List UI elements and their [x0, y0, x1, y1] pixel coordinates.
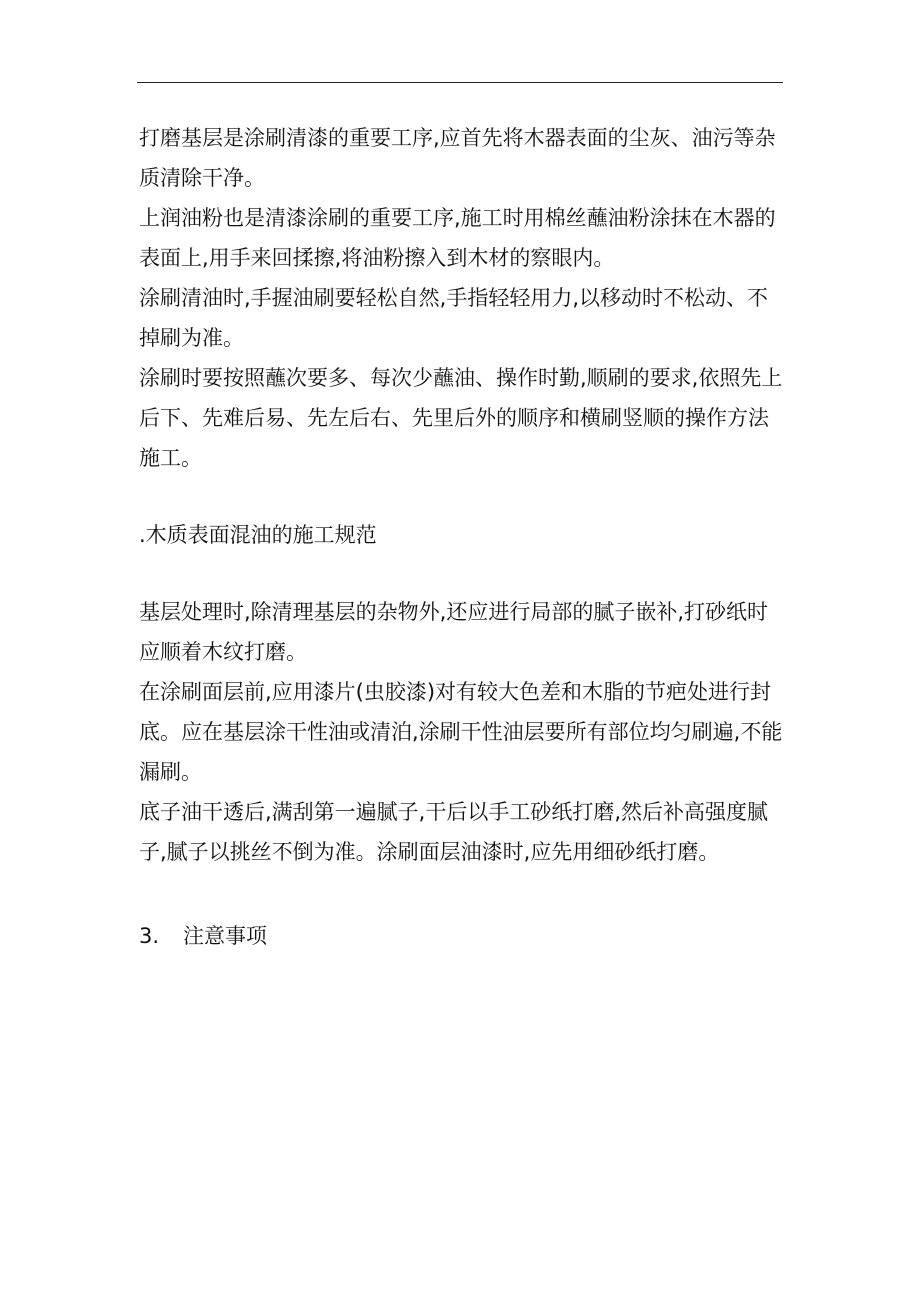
- section-3-heading: [139, 916, 789, 956]
- section-3-title: 注意事项: [183, 924, 267, 948]
- paragraph-sealing: 在涂刷面层前,应用漆片(虫胶漆)对有较大色差和木脂的节疤处进行封底。应在基层涂干性油或清泊,涂刷干性油层要所有部位均匀刷遍,不能漏刷。: [139, 680, 783, 784]
- section-heading: .木质表面混油的施工规范: [139, 523, 377, 547]
- section-3-number: 3.: [139, 924, 160, 948]
- header-rule: [137, 82, 783, 83]
- paragraph-clear-oil: 涂刷清油时,手握油刷要轻松自然,手指轻轻用力,以移动时不松动、不掉刷为准。: [139, 286, 769, 350]
- paragraph-base-treatment: 基层处理时,除清理基层的杂物外,还应进行局部的腻子嵌补,打砂纸时应顺着木纹打磨。: [139, 600, 769, 664]
- paragraph-putty: 底子油干透后,满刮第一遍腻子,干后以手工砂纸打磨,然后补高强度腻子,腻子以挑丝不倒为准。涂刷面层油漆时,应先用细砂纸打磨。: [139, 800, 769, 864]
- spacer: [139, 872, 789, 916]
- spacer: [139, 555, 789, 592]
- paragraph-oil-powder: 上润油粉也是清漆涂刷的重要工序,施工时用棉丝蘸油粉涂抹在木器的表面上,用手来回揉擦,将油粉擦入到木材的察眼内。: [139, 206, 776, 270]
- paragraph-brushing-order: 涂刷时要按照蘸次要多、每次少蘸油、操作时勤,顺刷的要求,依照先上后下、先难后易、先左后右、先里后外的顺序和横刷竖顺的操作方法施工。: [139, 366, 783, 470]
- paragraph-sanding-base: 打磨基层是涂刷清漆的重要工序,应首先将木器表面的尘灰、油污等杂质清除干净。: [139, 126, 776, 190]
- spacer: [139, 478, 789, 515]
- document-body: [139, 118, 789, 956]
